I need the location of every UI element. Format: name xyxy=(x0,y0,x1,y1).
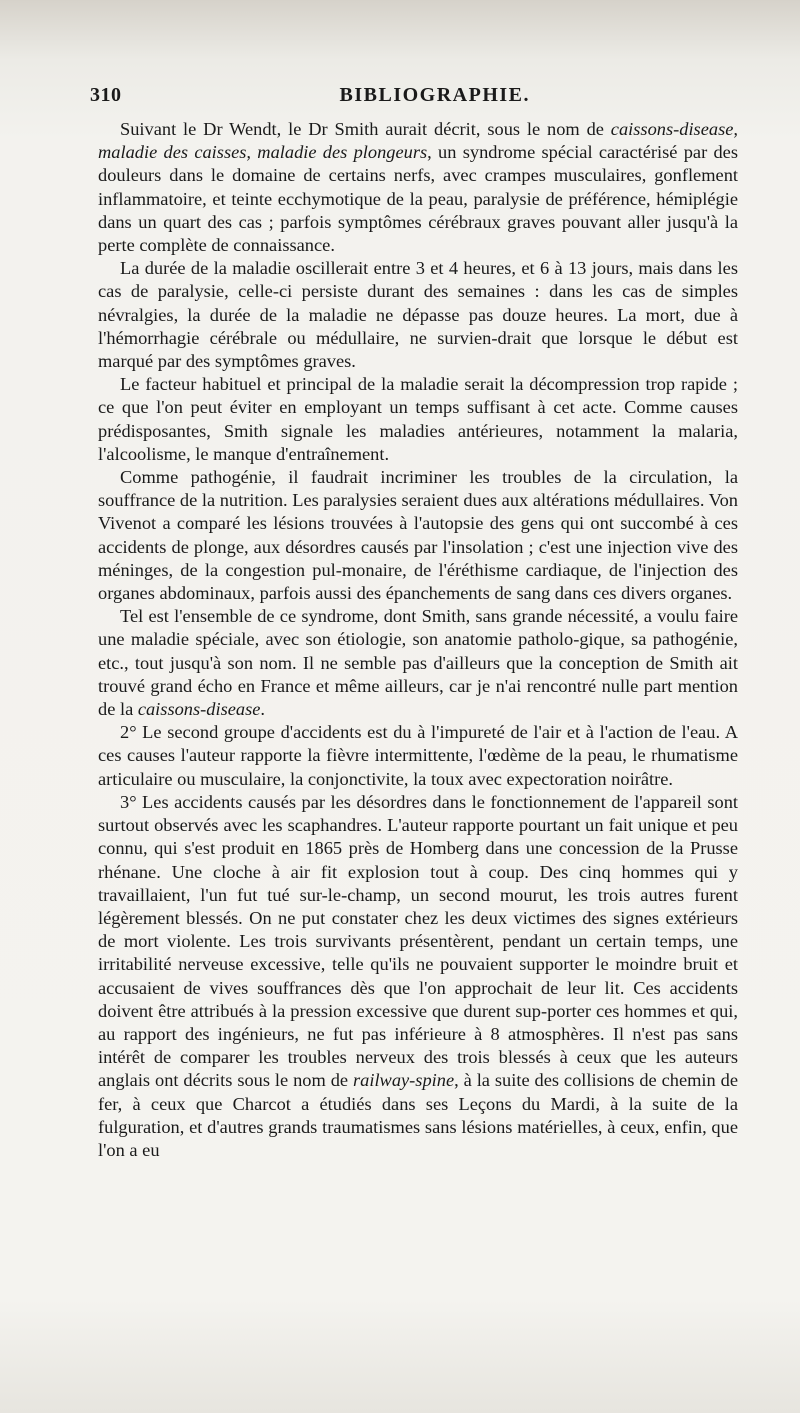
paragraph-7-italic-term: railway-spine xyxy=(352,1070,455,1091)
paragraph-5-text-end: . xyxy=(260,699,266,720)
running-title: BIBLIOGRAPHIE. xyxy=(339,84,530,106)
paragraph-2: La durée de la maladie oscillerait entre 3 et 4 heures, et 6 à 13 jours, mais dans les cas de paralysie, celle-ci persiste durant des semaines : dans les cas de simples névralgies, la durée de la maladie ne dépasse pas douze heures. La mort, due à l'hémorrhagie cérébrale ou médullaire, ne survien-drait que lorsque le début est marqué par des symptômes graves. xyxy=(98,258,738,372)
page-header xyxy=(90,84,720,107)
paragraph-7 xyxy=(98,791,738,1162)
paragraph-5-italic-term: caissons-disease xyxy=(137,699,261,720)
paragraph-1-text: Suivant le Dr Wendt, le Dr Smith aurait décrit, sous le nom de xyxy=(120,119,611,139)
paragraph-4: Comme pathogénie, il faudrait incriminer les troubles de la circulation, la souffrance de la nutrition. Les paralysies seraient dues aux altérations médullaires. Von Vivenot a comparé les lésions trouvées à l'autopsie des gens qui ont succombé à ces accidents de plonge, aux désordres causés par l'insolation ; c'est une injection vive des méninges, de la congestion pul-monaire, de l'éréthisme cardiaque, de l'injection des organes abdominaux, parfois aussi des épanchements de sang dans ces divers organes. xyxy=(98,467,738,604)
paragraph-1-italic-terms: caissons-disease, maladie des caisses, maladie des plongeurs xyxy=(98,119,738,163)
paragraph-7-text-end: , à la suite des collisions de chemin de fer, à ceux que Charcot a étudiés dans ses Leçons du Mardi, à la suite de la fulguration, et d'autres grands traumatismes sans lésions matérielles, à ceux, enfin, que l'on a eu xyxy=(98,1070,738,1160)
paragraph-5-text: Tel est l'ensemble de ce syndrome, dont Smith, sans grande nécessité, a voulu faire une maladie spéciale, avec son étiologie, son anatomie patholo-gique, sa pathogénie, etc., tout jusqu'à son nom. Il ne semble pas d'ailleurs que la conception de Smith ait trouvé grand écho en France et même ailleurs, car je n'ai rencontré nulle part mention de la xyxy=(98,606,738,720)
paragraph-7-text: 3° Les accidents causés par les désordres dans le fonctionnement de l'appareil sont surtout observés avec les scaphandres. L'auteur rapporte pourtant un fait unique et peu connu, qui s'est produit en 1865 près de Homberg dans une concession de la Prusse rhénane. Une cloche à air fit explosion tout à coup. Des cinq hommes qui y travaillaient, l'un fut tué sur-le-champ, un second mourut, les trois autres furent légèrement blessés. On ne put constater chez les deux victimes des signes extérieurs de mort violente. Les trois survivants présentèrent, pendant un certain temps, une irritabilité nerveuse excessive, telle qu'ils ne pouvaient supporter le moindre bruit et accusaient de vives souffrances dès que l'on approchait de leur lit. Ces accidents doivent être attribués à la pression excessive que durent sup-porter ces hommes et qui, au rapport des ingénieurs, ne fut pas inférieure à 8 atmosphères. Il n'est pas sans intérêt de comparer les troubles nerveux des trois blessés à ceux que les auteurs anglais ont décrits sous le nom de xyxy=(98,791,738,1091)
paragraph-5 xyxy=(98,605,738,721)
paragraph-3: Le facteur habituel et principal de la maladie serait la décompression trop rapide ; ce que l'on peut éviter en employant un temps suffisant à cet acte. Comme causes prédisposantes, Smith signale les maladies antérieures, notamment la malaria, l'alcoolisme, le manque d'entraînement. xyxy=(98,374,738,464)
page-number: 310 xyxy=(90,84,122,106)
paragraph-1-text-end: , un syndrome spécial caractérisé par des douleurs dans le domaine de certains nerfs, avec crampes musculaires, gonflement inflammatoire, et teinte ecchymotique de la peau, paralysie de préférence, hémiplégie dans un quart des cas ; parfois symptômes cérébraux graves pouvant aller jusqu'à la perte complète de connaissance. xyxy=(98,142,738,256)
body-text xyxy=(98,118,738,1162)
paragraph-6: 2° Le second groupe d'accidents est du à l'impureté de l'air et à l'action de l'eau. A ces causes l'auteur rapporte la fièvre intermittente, l'œdème de la peau, le rhumatisme articulaire ou musculaire, la conjonctivite, la toux avec expectoration noirâtre. xyxy=(98,722,738,789)
paragraph-1 xyxy=(98,118,738,257)
